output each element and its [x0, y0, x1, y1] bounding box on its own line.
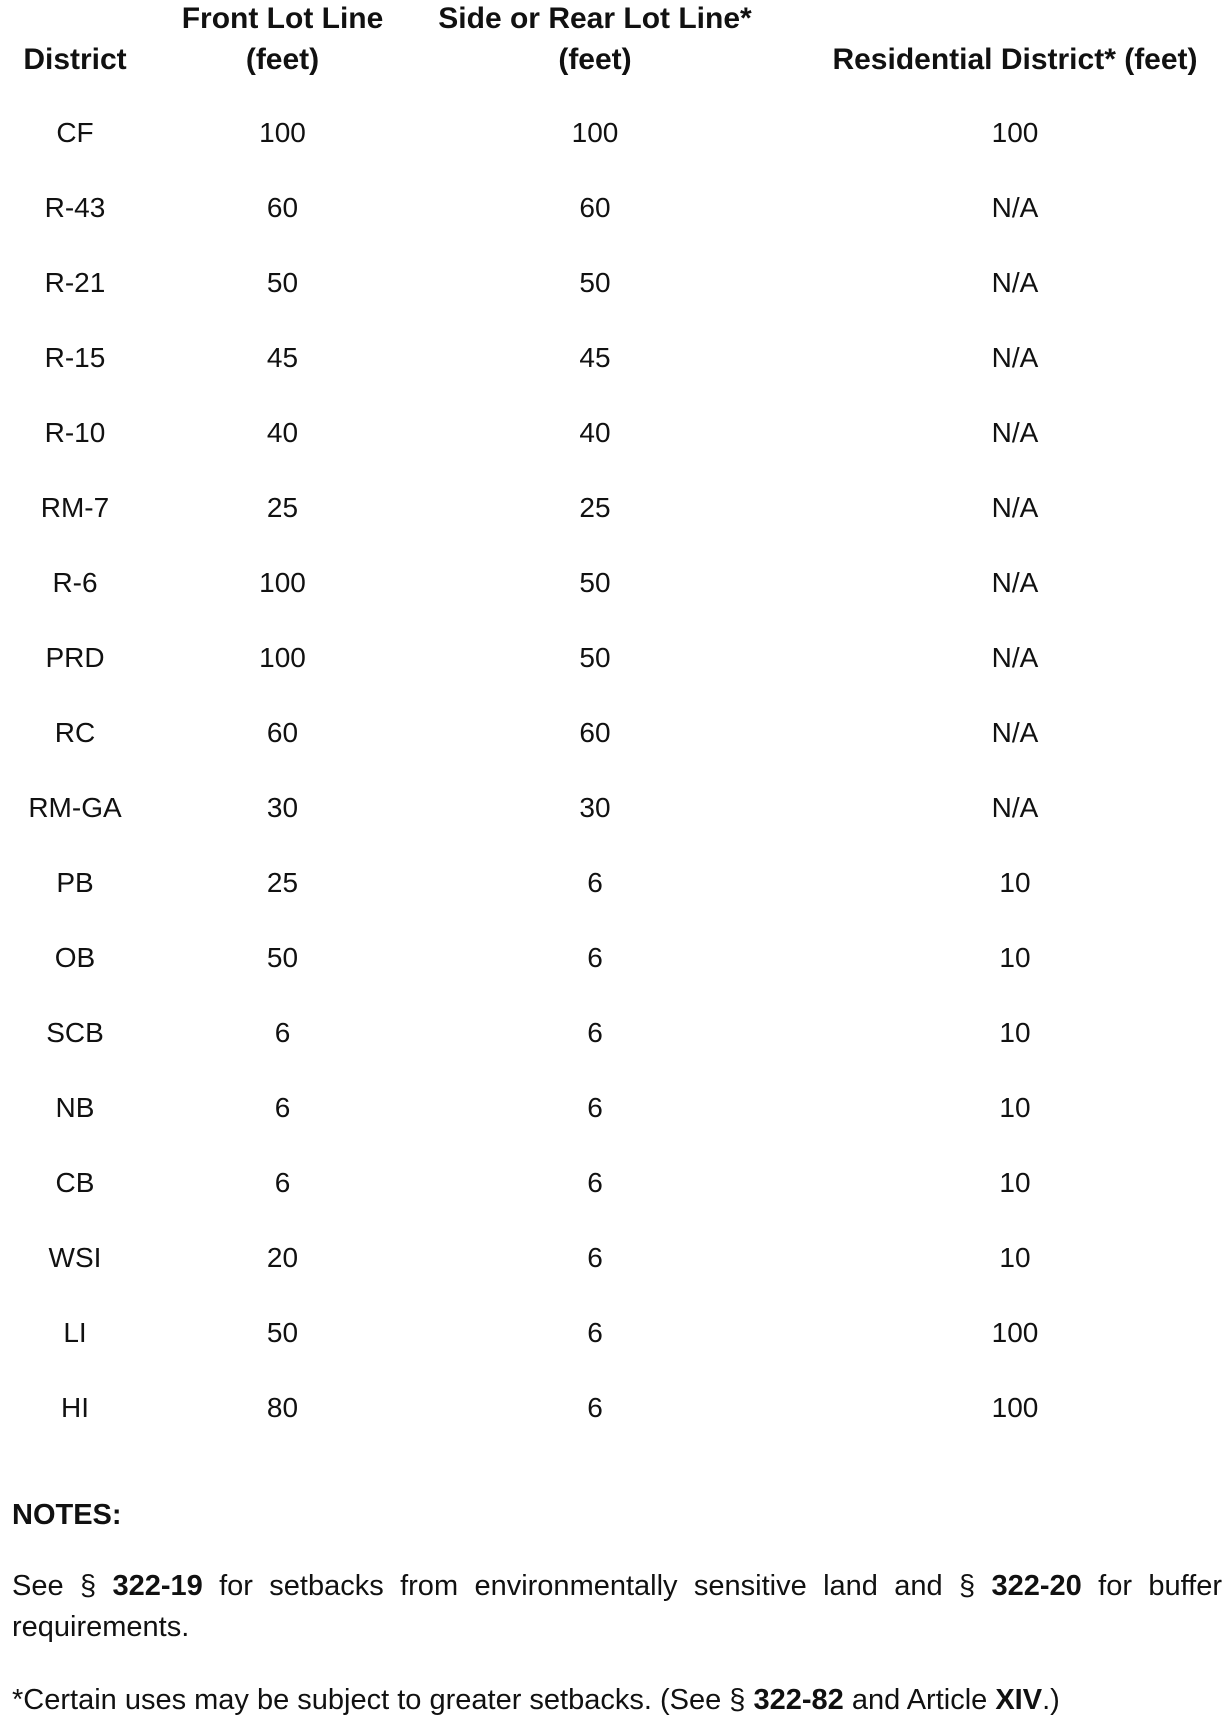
- cell-side: 30: [579, 792, 611, 823]
- header-front-line1: Front Lot Line: [181, 2, 384, 35]
- table-row: [0, 775, 1231, 850]
- cell-front: 100: [259, 567, 306, 598]
- cell-front: 6: [274, 1017, 291, 1048]
- table-row: [0, 925, 1231, 1000]
- cell-residential: 10: [999, 942, 1031, 973]
- cell-front: 6: [274, 1167, 291, 1198]
- cell-residential: N/A: [991, 342, 1039, 373]
- table-row: [0, 400, 1231, 475]
- cell-district: RM-GA: [28, 792, 122, 823]
- header-side-rear-lot-line: [430, 0, 760, 80]
- cell-front: 30: [266, 792, 299, 823]
- cell-residential: 100: [991, 1317, 1039, 1348]
- cell-side: 6: [587, 942, 603, 973]
- notes-text: See §: [12, 1570, 113, 1602]
- header-front-lot-line: [160, 0, 405, 80]
- cell-side: 40: [579, 417, 611, 448]
- cell-district: R-43: [44, 192, 106, 223]
- cell-district: PRD: [45, 642, 105, 673]
- cell-front: 40: [266, 417, 299, 448]
- cell-front: 60: [266, 192, 299, 223]
- table-header: [0, 0, 1231, 90]
- article-reference-link[interactable]: XIV: [995, 1684, 1043, 1716]
- header-district: District: [23, 43, 127, 76]
- cell-residential: 100: [991, 1392, 1039, 1423]
- table-row: [0, 325, 1231, 400]
- section-reference-link[interactable]: 322-20: [991, 1570, 1082, 1602]
- section-reference-link[interactable]: 322-82: [753, 1684, 844, 1716]
- cell-front: 20: [266, 1242, 299, 1273]
- table-row: [0, 250, 1231, 325]
- table-row: [0, 700, 1231, 775]
- cell-district: OB: [54, 942, 96, 973]
- cell-district: WSI: [48, 1242, 102, 1273]
- cell-side: 6: [587, 1317, 603, 1348]
- header-side-line1: Side or Rear Lot Line*: [438, 2, 752, 35]
- cell-side: 50: [579, 267, 611, 298]
- cell-side: 6: [587, 1092, 603, 1123]
- cell-front: 80: [266, 1392, 299, 1423]
- cell-residential: 100: [991, 117, 1039, 148]
- table-row: [0, 625, 1231, 700]
- cell-side: 25: [579, 492, 611, 523]
- cell-residential: 10: [999, 1167, 1031, 1198]
- cell-district: SCB: [46, 1017, 104, 1048]
- cell-district: RC: [54, 717, 96, 748]
- cell-district: PB: [56, 867, 94, 898]
- cell-front: 45: [266, 342, 299, 373]
- cell-side: 6: [587, 1017, 603, 1048]
- cell-district: R-6: [52, 567, 98, 598]
- cell-residential: N/A: [991, 192, 1039, 223]
- notes-title: NOTES:: [12, 1499, 122, 1531]
- cell-district: CF: [56, 117, 94, 148]
- cell-front: 50: [266, 1317, 299, 1348]
- cell-residential: N/A: [991, 792, 1039, 823]
- cell-front: 6: [274, 1092, 291, 1123]
- table-row: [0, 175, 1231, 250]
- notes-paragraph-setbacks: [12, 1566, 1222, 1648]
- header-residential-district: Residential District* (feet): [832, 43, 1198, 76]
- cell-side: 6: [587, 1167, 603, 1198]
- cell-residential: N/A: [991, 717, 1039, 748]
- table-row: [0, 1000, 1231, 1075]
- table-row: [0, 850, 1231, 925]
- table-row: [0, 475, 1231, 550]
- notes-text: *Certain uses may be subject to greater setbacks. (See §: [12, 1684, 754, 1716]
- cell-front: 100: [259, 117, 306, 148]
- cell-side: 60: [579, 192, 611, 223]
- cell-residential: 10: [999, 1242, 1031, 1273]
- cell-residential: N/A: [991, 567, 1039, 598]
- table-row: [0, 550, 1231, 625]
- section-reference-link[interactable]: 322-19: [112, 1570, 203, 1602]
- cell-district: CB: [55, 1167, 95, 1198]
- table-row: [0, 1225, 1231, 1300]
- cell-front: 25: [266, 492, 299, 523]
- cell-side: 6: [587, 1392, 603, 1423]
- cell-district: R-10: [44, 417, 106, 448]
- notes-text: and Article: [843, 1684, 996, 1716]
- cell-side: 6: [587, 867, 603, 898]
- cell-district: R-15: [44, 342, 106, 373]
- cell-residential: N/A: [991, 417, 1039, 448]
- cell-residential: 10: [999, 867, 1031, 898]
- cell-side: 45: [579, 342, 611, 373]
- cell-district: NB: [55, 1092, 95, 1123]
- table-row: [0, 1375, 1231, 1450]
- cell-front: 100: [259, 642, 306, 673]
- cell-district: R-21: [44, 267, 106, 298]
- cell-residential: N/A: [991, 492, 1039, 523]
- cell-side: 6: [587, 1242, 603, 1273]
- cell-side: 60: [579, 717, 611, 748]
- header-side-line2: (feet): [558, 43, 632, 76]
- notes-text: .): [1042, 1684, 1060, 1716]
- table-row: [0, 1300, 1231, 1375]
- cell-front: 50: [266, 267, 299, 298]
- cell-front: 25: [266, 867, 299, 898]
- cell-residential: N/A: [991, 642, 1039, 673]
- notes-footnote: [12, 1680, 1222, 1721]
- header-front-line2: (feet): [245, 43, 320, 76]
- cell-district: RM-7: [40, 492, 110, 523]
- table-row: [0, 100, 1231, 175]
- cell-district: HI: [61, 1392, 89, 1423]
- cell-residential: N/A: [991, 267, 1039, 298]
- cell-district: LI: [63, 1317, 87, 1348]
- cell-residential: 10: [999, 1017, 1031, 1048]
- table-row: [0, 1150, 1231, 1225]
- notes-text: for setbacks from environmentally sensitive land and §: [202, 1570, 992, 1602]
- table-body: [0, 100, 1231, 1450]
- cell-front: 60: [266, 717, 299, 748]
- cell-side: 50: [579, 567, 611, 598]
- cell-front: 50: [266, 942, 299, 973]
- cell-side: 50: [579, 642, 611, 673]
- cell-residential: 10: [999, 1092, 1031, 1123]
- table-row: [0, 1075, 1231, 1150]
- cell-side: 100: [571, 117, 619, 148]
- notes-text: for buffer requirements.: [12, 1570, 1222, 1643]
